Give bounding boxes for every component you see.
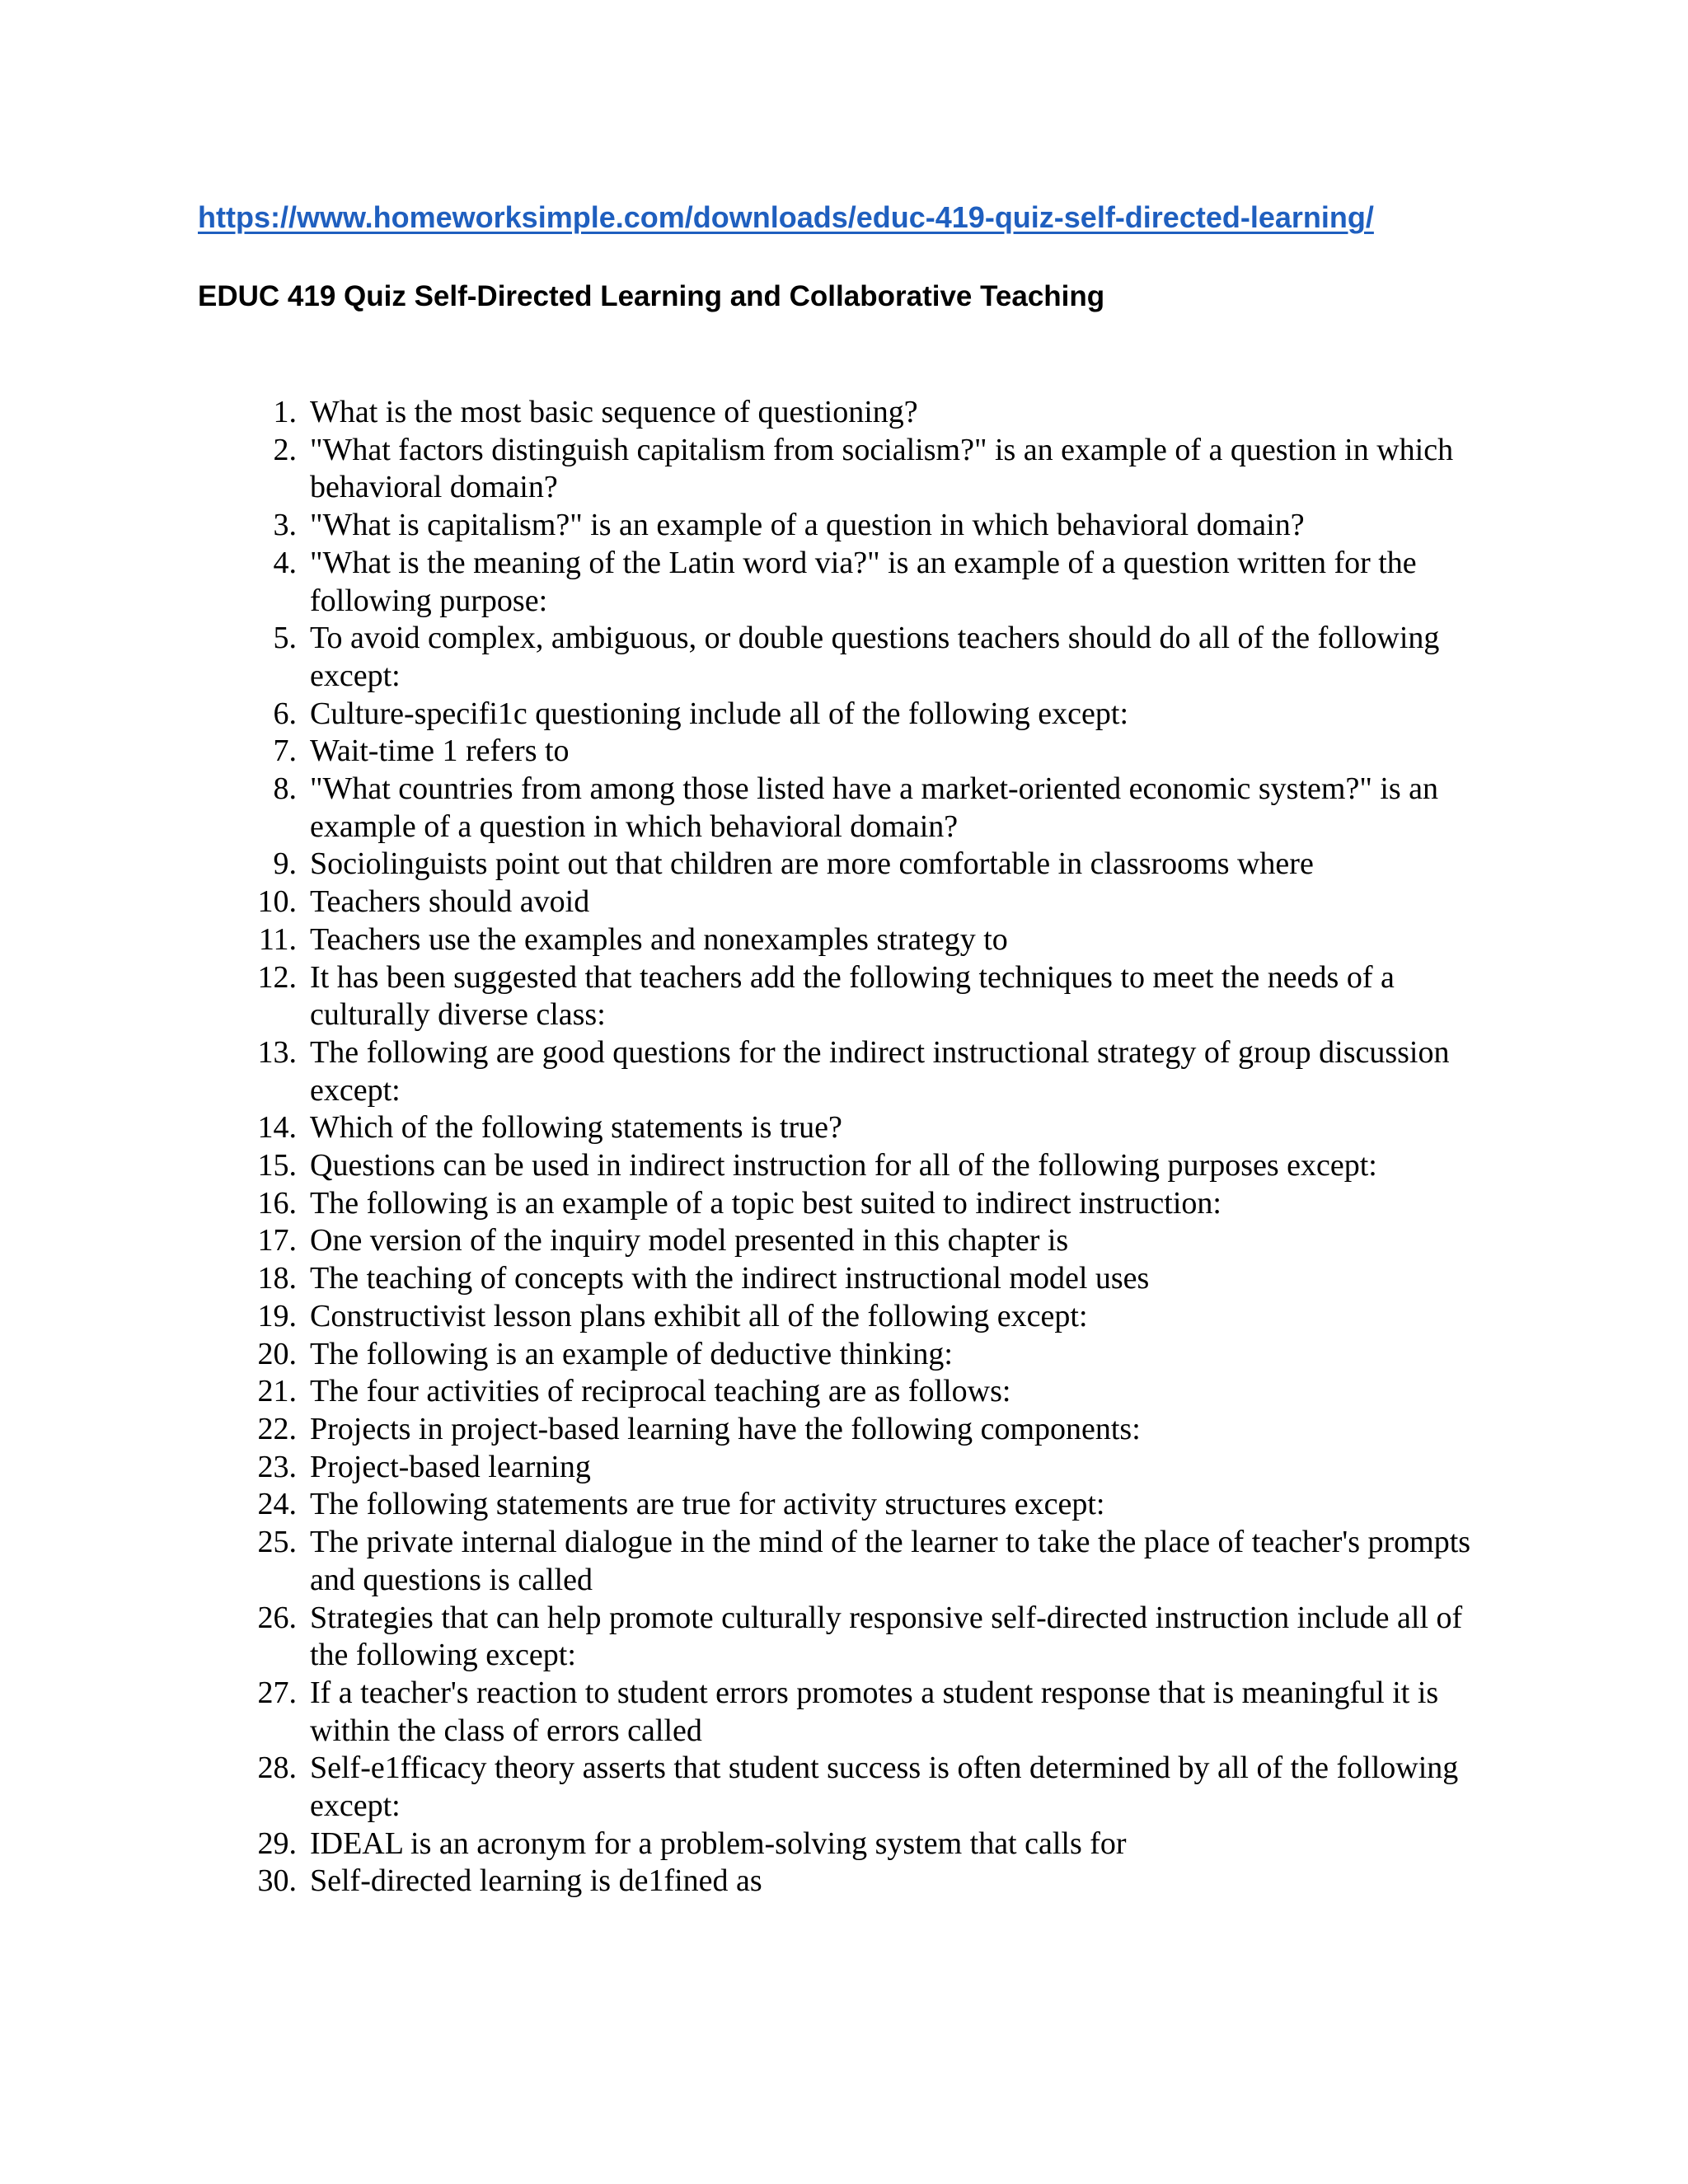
question-number: 18. — [257, 1261, 297, 1296]
question-number: 24. — [257, 1487, 297, 1522]
question-text: What is the most basic sequence of questioning? — [310, 395, 918, 429]
question-item — [231, 733, 1500, 771]
question-item — [231, 771, 1500, 846]
question-number: 13. — [257, 1034, 297, 1070]
question-number: 6. — [273, 696, 297, 731]
question-item — [231, 959, 1500, 1034]
question-item — [231, 1411, 1500, 1449]
question-text: Questions can be used in indirect instruction for all of the following purposes except: — [310, 1148, 1377, 1183]
question-number: 15. — [257, 1148, 297, 1183]
question-number: 26. — [257, 1600, 297, 1635]
question-number: 20. — [257, 1336, 297, 1371]
question-item — [231, 1222, 1500, 1260]
question-number: 17. — [257, 1223, 297, 1258]
question-item — [231, 1825, 1500, 1863]
question-item — [231, 696, 1500, 733]
question-number: 10. — [257, 884, 297, 920]
question-item — [231, 921, 1500, 959]
question-item — [231, 620, 1500, 695]
question-item — [231, 1034, 1500, 1109]
question-item — [231, 545, 1500, 620]
question-number: 8. — [273, 771, 297, 807]
question-item — [231, 1109, 1500, 1147]
question-text: The four activities of reciprocal teaching are as follows: — [310, 1374, 1011, 1409]
question-text: The following is an example of deductive thinking: — [310, 1336, 953, 1371]
question-list — [231, 394, 1500, 1900]
question-item — [231, 432, 1500, 507]
question-item — [231, 1600, 1500, 1675]
question-item — [231, 1298, 1500, 1336]
question-text: Which of the following statements is true? — [310, 1110, 842, 1146]
question-text: Teachers use the examples and nonexamples strategy to — [310, 921, 1008, 957]
question-text: Teachers should avoid — [310, 884, 590, 920]
question-item — [231, 1750, 1500, 1825]
question-item — [231, 1486, 1500, 1524]
question-text: It has been suggested that teachers add the following techniques to meet the needs of a culturally diverse class: — [310, 959, 1395, 1033]
question-text: To avoid complex, ambiguous, or double questions teachers should do all of the following except: — [310, 621, 1440, 693]
question-number: 14. — [257, 1110, 297, 1146]
question-text: "What is capitalism?" is an example of a question in which behavioral domain? — [310, 508, 1305, 543]
question-number: 19. — [257, 1298, 297, 1333]
question-item — [231, 394, 1500, 432]
question-number: 22. — [257, 1411, 297, 1446]
question-item — [231, 1336, 1500, 1374]
source-link[interactable]: https://www.homeworksimple.com/downloads/educ-419-quiz-self-directed-learning/ — [198, 200, 1374, 234]
question-text: "What countries from among those listed have a market-oriented economic system?" is an example of a question in which behavioral domain? — [310, 771, 1439, 844]
question-item — [231, 846, 1500, 883]
question-text: Constructivist lesson plans exhibit all of the following except: — [310, 1298, 1088, 1333]
question-text: If a teacher's reaction to student errors promotes a student response that is meaningful it is within the class of errors called — [310, 1675, 1439, 1748]
question-text: The following are good questions for the indirect instructional strategy of group discussion except: — [310, 1034, 1450, 1108]
document-title: EDUC 419 Quiz Self-Directed Learning and Collaborative Teaching — [198, 280, 1105, 312]
question-number: 28. — [257, 1750, 297, 1786]
question-text: The private internal dialogue in the mind of the learner to take the place of teacher's prompts and questions is called — [310, 1525, 1471, 1597]
question-text: Culture-specifi1c questioning include all of the following except: — [310, 696, 1129, 731]
question-item — [231, 1675, 1500, 1750]
question-item — [231, 1373, 1500, 1411]
question-item — [231, 1260, 1500, 1298]
question-text: The teaching of concepts with the indirect instructional model uses — [310, 1261, 1150, 1296]
question-text: IDEAL is an acronym for a problem-solving system that calls for — [310, 1825, 1127, 1861]
question-text: The following is an example of a topic best suited to indirect instruction: — [310, 1185, 1221, 1221]
question-text: Strategies that can help promote culturally responsive self-directed instruction include all of the following except: — [310, 1600, 1463, 1673]
question-number: 3. — [273, 508, 297, 543]
question-item — [231, 1863, 1500, 1900]
question-text: Self-directed learning is de1fined as — [310, 1863, 762, 1899]
question-item — [231, 1185, 1500, 1223]
question-item — [231, 883, 1500, 921]
question-number: 11. — [258, 921, 297, 957]
question-number: 12. — [257, 959, 297, 995]
question-item — [231, 507, 1500, 545]
question-number: 21. — [257, 1374, 297, 1409]
question-text: "What factors distinguish capitalism from socialism?" is an example of a question in which behavioral domain? — [310, 432, 1454, 505]
question-number: 1. — [273, 395, 297, 429]
question-number: 30. — [257, 1863, 297, 1899]
question-number: 4. — [273, 545, 297, 580]
question-text: Project-based learning — [310, 1449, 591, 1484]
question-number: 29. — [257, 1825, 297, 1861]
question-text: Sociolinguists point out that children are more comfortable in classrooms where — [310, 846, 1314, 882]
question-number: 27. — [257, 1675, 297, 1710]
question-item — [231, 1449, 1500, 1487]
question-item — [231, 1524, 1500, 1599]
question-number: 9. — [273, 846, 297, 882]
question-text: Self-e1fficacy theory asserts that student success is often determined by all of the following except: — [310, 1750, 1459, 1824]
question-item — [231, 1147, 1500, 1185]
question-text: Projects in project-based learning have the following components: — [310, 1411, 1141, 1446]
question-text: The following statements are true for activity structures except: — [310, 1487, 1105, 1522]
question-text: "What is the meaning of the Latin word via?" is an example of a question written for the following purpose: — [310, 545, 1417, 618]
question-number: 25. — [257, 1525, 297, 1560]
question-number: 16. — [257, 1185, 297, 1221]
question-number: 23. — [257, 1449, 297, 1484]
question-number: 7. — [273, 733, 297, 769]
question-number: 5. — [273, 621, 297, 656]
question-text: Wait-time 1 refers to — [310, 733, 570, 769]
question-text: One version of the inquiry model presented in this chapter is — [310, 1223, 1069, 1258]
question-number: 2. — [273, 432, 297, 467]
